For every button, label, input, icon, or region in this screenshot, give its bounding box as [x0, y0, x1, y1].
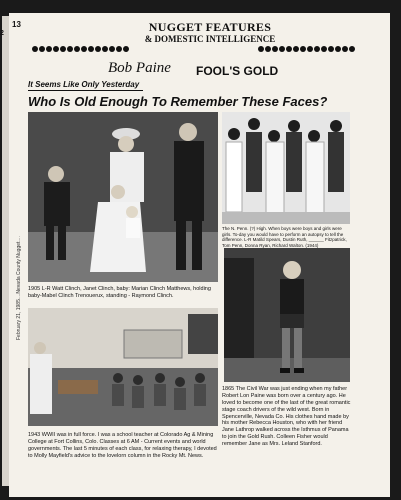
- photo-caption: The N. Penn. (?) High. When boys were boys and girls were girls. To-day you would have to perform an autopsy to tell the difference. L-R Matild Spears, Dustin Ruth, ______ Fitzpatrick, Tom Penn, Donna Ryan, Richard Walton. (1944): [222, 226, 347, 248]
- kicker: It Seems Like Only Yesterday: [28, 80, 140, 89]
- gold-nugget-icon: [32, 44, 132, 53]
- headline: Who Is Old Enough To Remember These Faces?: [28, 94, 328, 109]
- gold-nugget-icon: [258, 44, 358, 53]
- photo-caption: 1865 The Civil War was just ending when my father Robert Lon Paine was born over a century ago. He loved to become one of the last of the great romantic stage coach drivers of the wild west. Born in Spencerville, Nevada Co. His clothes hand made by his mother Rebecca Houston, who with her friend Jane Lathrop walked across the Isthmus of Panama to join the Gold Rush. Colleen Fisher would remember Jane as Mrs. Leland Stanford.: [222, 386, 351, 447]
- side-caption-text: February 21, 1985....Nevada County Nugget....: [16, 236, 22, 340]
- photo-young-boy: [224, 248, 350, 382]
- photo-caption: 1905 L-R Watt Clinch, Janet Clinch, baby: Marian Clinch Matthews, holding baby-Mabel Clinch Trenouerux, standing - Raymond Clinch.: [28, 286, 211, 299]
- photo-caption: 1943 WWII was in full force. I was a school teacher at Colorado Ag & Mining College at Fort Collins, Colo. Classes at 6 AM - Current events and world governments. The last 5 minutes of each class, for relaxing therapy, I devoted to Molly Mayfield's advice to the lovelorn column in the Rocky Mt. News.: [28, 432, 217, 459]
- photo-family-portrait: [28, 112, 218, 282]
- column-name: FOOL'S GOLD: [196, 64, 279, 78]
- left-page-number: 2: [0, 30, 4, 37]
- page-number: 13: [12, 20, 21, 29]
- masthead-subtitle: & DOMESTIC INTELLIGENCE: [144, 34, 276, 44]
- kicker-rule: [28, 90, 143, 91]
- photo-classroom: [28, 308, 218, 426]
- photo-group-young-people: [222, 112, 350, 224]
- column-byline: Bob Paine: [108, 60, 171, 76]
- masthead-title: NUGGET FEATURES: [148, 20, 272, 34]
- adjacent-page-edge: [2, 16, 9, 486]
- side-caption: [16, 60, 26, 350]
